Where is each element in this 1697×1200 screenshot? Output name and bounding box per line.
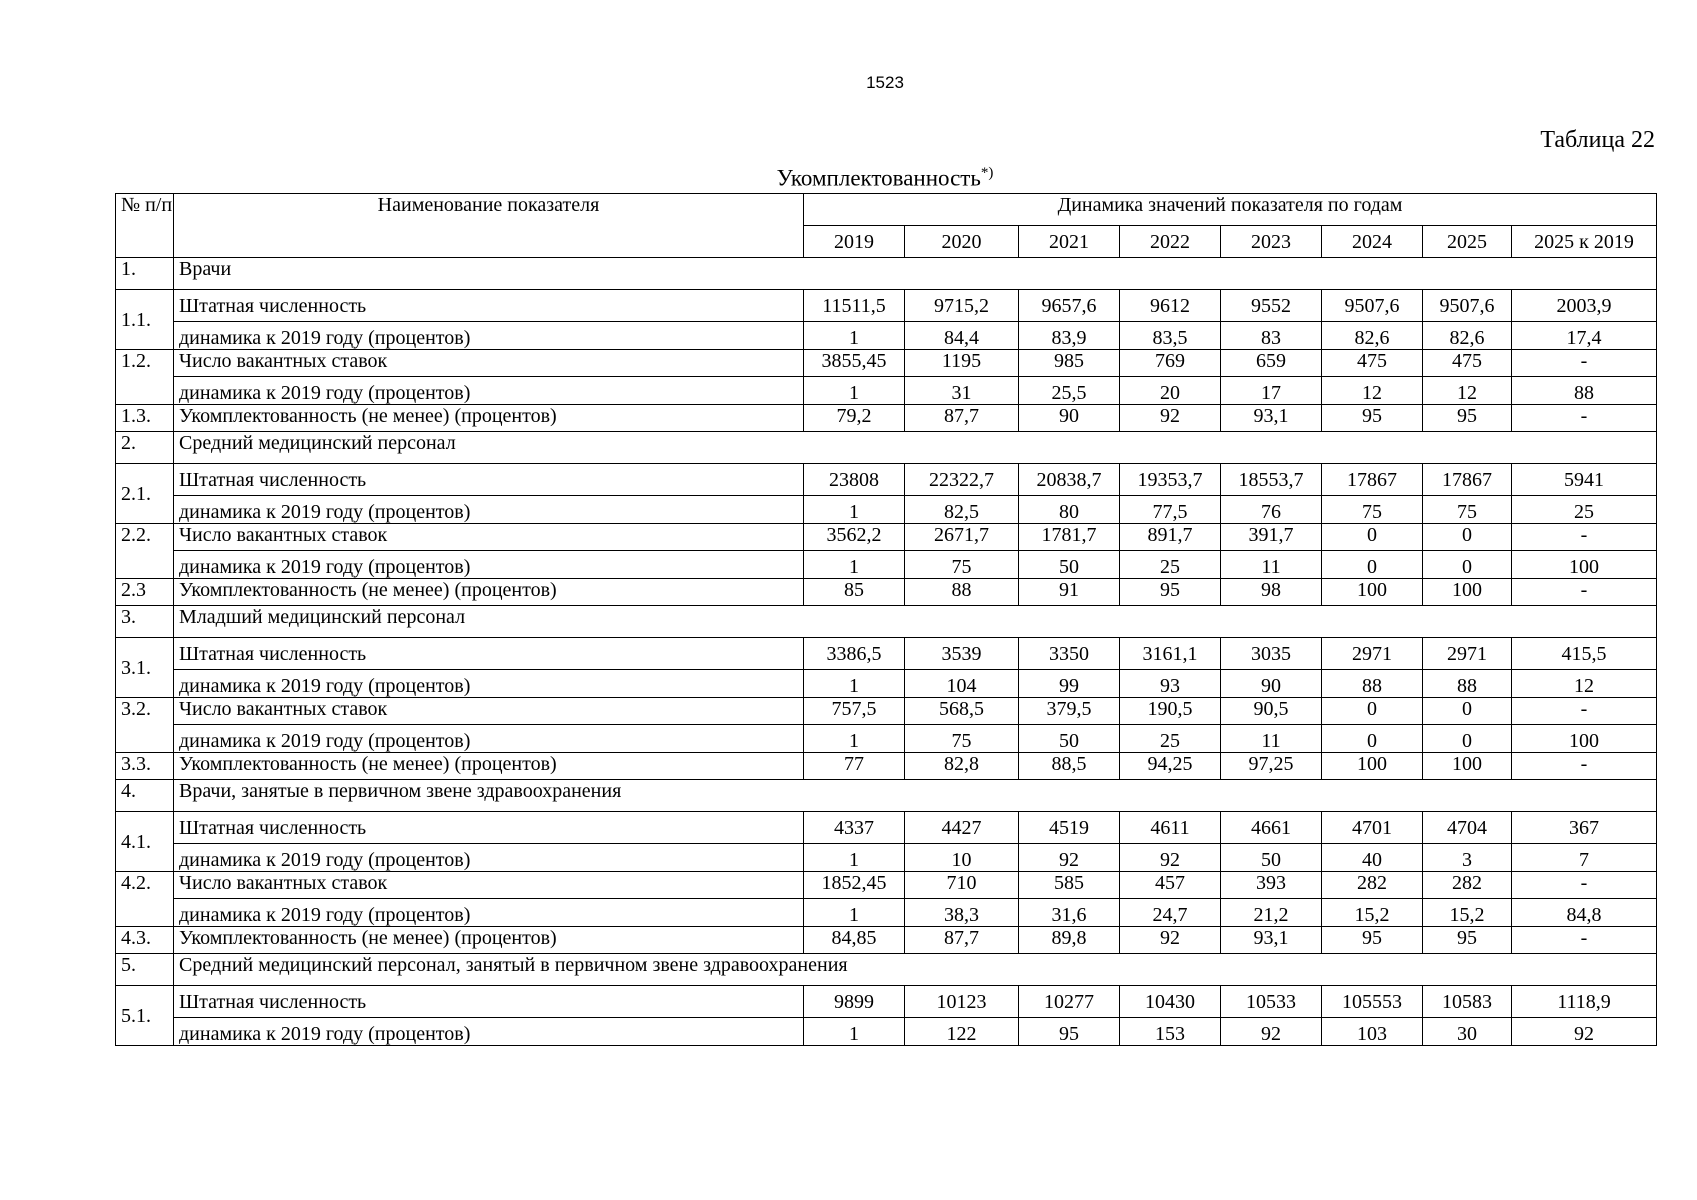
indicator-name: Штатная численность (174, 812, 804, 844)
value-cell: 3035 (1221, 638, 1322, 670)
value-cell: 100 (1423, 579, 1512, 606)
value-cell: 30 (1423, 1018, 1512, 1046)
value-cell: 76 (1221, 496, 1322, 524)
value-cell: - (1512, 927, 1657, 954)
value-cell: 105553 (1322, 986, 1423, 1018)
indicator-name: динамика к 2019 году (процентов) (174, 496, 804, 524)
value-cell: 93,1 (1221, 927, 1322, 954)
value-cell: 82,5 (905, 496, 1019, 524)
value-cell: 80 (1019, 496, 1120, 524)
table-row (116, 986, 1657, 1018)
section-number: 3. (116, 606, 174, 638)
header-dynamics: Динамика значений показателя по годам (804, 194, 1657, 226)
value-cell: 75 (905, 551, 1019, 579)
value-cell: 100 (1423, 753, 1512, 780)
value-cell: 77 (804, 753, 905, 780)
indicator-name: Укомплектованность (не менее) (процентов) (174, 579, 804, 606)
value-cell: 1118,9 (1512, 986, 1657, 1018)
value-cell: - (1512, 579, 1657, 606)
value-cell: 1 (804, 551, 905, 579)
value-cell: 83 (1221, 322, 1322, 350)
value-cell: 100 (1322, 753, 1423, 780)
row-number: 2.3 (116, 579, 174, 606)
value-cell: 31,6 (1019, 899, 1120, 927)
value-cell: 1 (804, 322, 905, 350)
header-year: 2025 (1423, 226, 1512, 258)
row-number: 3.3. (116, 753, 174, 780)
value-cell: 22322,7 (905, 464, 1019, 496)
value-cell: 88 (905, 579, 1019, 606)
value-cell: 3562,2 (804, 524, 905, 551)
value-cell: 4661 (1221, 812, 1322, 844)
page-number: 1523 (866, 73, 904, 92)
value-cell: 103 (1322, 1018, 1423, 1046)
value-cell: 100 (1512, 551, 1657, 579)
table-row (116, 725, 1657, 753)
header-name: Наименование показателя (174, 194, 804, 258)
indicator-name: Укомплектованность (не менее) (процентов) (174, 927, 804, 954)
value-cell: 100 (1322, 579, 1423, 606)
value-cell: 20838,7 (1019, 464, 1120, 496)
value-cell: 1852,45 (804, 872, 905, 899)
row-number: 3.1. (116, 638, 174, 698)
table-row (116, 872, 1657, 899)
value-cell: - (1512, 524, 1657, 551)
header-year: 2022 (1120, 226, 1221, 258)
value-cell: 90,5 (1221, 698, 1322, 725)
value-cell: 25 (1120, 551, 1221, 579)
value-cell: 12 (1423, 377, 1512, 405)
value-cell: 15,2 (1423, 899, 1512, 927)
value-cell: 0 (1322, 725, 1423, 753)
value-cell: 1 (804, 670, 905, 698)
indicator-name: Число вакантных ставок (174, 872, 804, 899)
value-cell: 10533 (1221, 986, 1322, 1018)
value-cell: 82,6 (1423, 322, 1512, 350)
value-cell: 87,7 (905, 405, 1019, 432)
value-cell: 1781,7 (1019, 524, 1120, 551)
table-row (116, 551, 1657, 579)
value-cell: 4427 (905, 812, 1019, 844)
section-row (116, 606, 1657, 638)
value-cell: 2971 (1322, 638, 1423, 670)
value-cell: 95 (1322, 405, 1423, 432)
value-cell: 9507,6 (1423, 290, 1512, 322)
value-cell: 25 (1120, 725, 1221, 753)
value-cell: 710 (905, 872, 1019, 899)
value-cell: 11511,5 (804, 290, 905, 322)
value-cell: 83,9 (1019, 322, 1120, 350)
indicator-name: Штатная численность (174, 464, 804, 496)
indicator-name: динамика к 2019 году (процентов) (174, 377, 804, 405)
header-year: 2020 (905, 226, 1019, 258)
value-cell: 475 (1322, 350, 1423, 377)
section-row (116, 954, 1657, 986)
value-cell: 90 (1221, 670, 1322, 698)
value-cell: 50 (1019, 725, 1120, 753)
table-row (116, 377, 1657, 405)
value-cell: 415,5 (1512, 638, 1657, 670)
value-cell: 95 (1423, 927, 1512, 954)
value-cell: 84,8 (1512, 899, 1657, 927)
indicator-name: динамика к 2019 году (процентов) (174, 322, 804, 350)
value-cell: 24,7 (1120, 899, 1221, 927)
value-cell: 31 (905, 377, 1019, 405)
table-row (116, 844, 1657, 872)
value-cell: 3855,45 (804, 350, 905, 377)
value-cell: 10277 (1019, 986, 1120, 1018)
value-cell: 0 (1423, 698, 1512, 725)
indicator-name: Число вакантных ставок (174, 698, 804, 725)
table-row (116, 464, 1657, 496)
value-cell: 93,1 (1221, 405, 1322, 432)
value-cell: 391,7 (1221, 524, 1322, 551)
value-cell: 2671,7 (905, 524, 1019, 551)
section-number: 2. (116, 432, 174, 464)
value-cell: 21,2 (1221, 899, 1322, 927)
section-title: Средний медицинский персонал (174, 432, 1657, 464)
value-cell: 82,6 (1322, 322, 1423, 350)
row-number: 4.2. (116, 872, 174, 927)
value-cell: 3350 (1019, 638, 1120, 670)
value-cell: 379,5 (1019, 698, 1120, 725)
value-cell: 87,7 (905, 927, 1019, 954)
value-cell: 3 (1423, 844, 1512, 872)
value-cell: 4611 (1120, 812, 1221, 844)
value-cell: 82,8 (905, 753, 1019, 780)
value-cell: 19353,7 (1120, 464, 1221, 496)
data-table (115, 193, 1657, 1046)
row-number: 2.1. (116, 464, 174, 524)
value-cell: 85 (804, 579, 905, 606)
value-cell: 89,8 (1019, 927, 1120, 954)
value-cell: 17867 (1322, 464, 1423, 496)
value-cell: 2003,9 (1512, 290, 1657, 322)
value-cell: 75 (905, 725, 1019, 753)
value-cell: 92 (1221, 1018, 1322, 1046)
value-cell: 84,4 (905, 322, 1019, 350)
header-year: 2021 (1019, 226, 1120, 258)
value-cell: 475 (1423, 350, 1512, 377)
value-cell: 84,85 (804, 927, 905, 954)
value-cell: 12 (1322, 377, 1423, 405)
value-cell: 97,25 (1221, 753, 1322, 780)
value-cell: - (1512, 350, 1657, 377)
value-cell: 10123 (905, 986, 1019, 1018)
value-cell: 3539 (905, 638, 1019, 670)
value-cell: 757,5 (804, 698, 905, 725)
section-number: 4. (116, 780, 174, 812)
value-cell: 153 (1120, 1018, 1221, 1046)
value-cell: 1 (804, 899, 905, 927)
value-cell: 93 (1120, 670, 1221, 698)
value-cell: 38,3 (905, 899, 1019, 927)
value-cell: 25,5 (1019, 377, 1120, 405)
value-cell: 98 (1221, 579, 1322, 606)
value-cell: 568,5 (905, 698, 1019, 725)
value-cell: 88 (1423, 670, 1512, 698)
value-cell: 17867 (1423, 464, 1512, 496)
value-cell: 77,5 (1120, 496, 1221, 524)
value-cell: 10430 (1120, 986, 1221, 1018)
value-cell: 0 (1423, 551, 1512, 579)
value-cell: 92 (1120, 405, 1221, 432)
header-year: 2019 (804, 226, 905, 258)
indicator-name: динамика к 2019 году (процентов) (174, 551, 804, 579)
value-cell: 985 (1019, 350, 1120, 377)
section-row (116, 258, 1657, 290)
value-cell: 88 (1322, 670, 1423, 698)
value-cell: 95 (1322, 927, 1423, 954)
value-cell: 457 (1120, 872, 1221, 899)
table-row (116, 290, 1657, 322)
value-cell: 15,2 (1322, 899, 1423, 927)
value-cell: 88,5 (1019, 753, 1120, 780)
value-cell: 9552 (1221, 290, 1322, 322)
table-row (116, 579, 1657, 606)
value-cell: 75 (1322, 496, 1423, 524)
value-cell: 1 (804, 844, 905, 872)
value-cell: 12 (1512, 670, 1657, 698)
section-title: Средний медицинский персонал, занятый в первичном звене здравоохранения (174, 954, 1657, 986)
value-cell: 5941 (1512, 464, 1657, 496)
value-cell: 393 (1221, 872, 1322, 899)
value-cell: 91 (1019, 579, 1120, 606)
footnote-mark: *) (980, 165, 994, 181)
table-row (116, 350, 1657, 377)
table-row (116, 322, 1657, 350)
indicator-name: Число вакантных ставок (174, 524, 804, 551)
table-row (116, 753, 1657, 780)
value-cell: 3386,5 (804, 638, 905, 670)
value-cell: 1 (804, 1018, 905, 1046)
value-cell: 7 (1512, 844, 1657, 872)
header-num: № п/п (116, 194, 174, 258)
section-title: Младший медицинский персонал (174, 606, 1657, 638)
indicator-name: Укомплектованность (не менее) (процентов) (174, 753, 804, 780)
value-cell: 10 (905, 844, 1019, 872)
value-cell: 20 (1120, 377, 1221, 405)
row-number: 1.2. (116, 350, 174, 405)
row-number: 1.1. (116, 290, 174, 350)
value-cell: 11 (1221, 551, 1322, 579)
indicator-name: динамика к 2019 году (процентов) (174, 844, 804, 872)
table-label: Таблица 22 (1540, 127, 1655, 153)
value-cell: 585 (1019, 872, 1120, 899)
indicator-name: Штатная численность (174, 986, 804, 1018)
value-cell: 17 (1221, 377, 1322, 405)
value-cell: 769 (1120, 350, 1221, 377)
value-cell: 1195 (905, 350, 1019, 377)
value-cell: 83,5 (1120, 322, 1221, 350)
value-cell: 0 (1322, 524, 1423, 551)
row-number: 5.1. (116, 986, 174, 1046)
indicator-name: Укомплектованность (не менее) (процентов) (174, 405, 804, 432)
value-cell: - (1512, 405, 1657, 432)
value-cell: 0 (1423, 725, 1512, 753)
table-row (116, 927, 1657, 954)
value-cell: 1 (804, 377, 905, 405)
value-cell: 4701 (1322, 812, 1423, 844)
value-cell: 4519 (1019, 812, 1120, 844)
value-cell: 4337 (804, 812, 905, 844)
row-number: 4.1. (116, 812, 174, 872)
indicator-name: динамика к 2019 году (процентов) (174, 725, 804, 753)
value-cell: 11 (1221, 725, 1322, 753)
section-title: Врачи, занятые в первичном звене здравоохранения (174, 780, 1657, 812)
value-cell: 190,5 (1120, 698, 1221, 725)
value-cell: 25 (1512, 496, 1657, 524)
value-cell: 88 (1512, 377, 1657, 405)
value-cell: 9899 (804, 986, 905, 1018)
section-row (116, 780, 1657, 812)
value-cell: 9507,6 (1322, 290, 1423, 322)
value-cell: 282 (1423, 872, 1512, 899)
value-cell: 94,25 (1120, 753, 1221, 780)
indicator-name: Штатная численность (174, 290, 804, 322)
table-row (116, 405, 1657, 432)
header-year: 2025 к 2019 (1512, 226, 1657, 258)
table-title (0, 160, 1697, 192)
indicator-name: динамика к 2019 году (процентов) (174, 899, 804, 927)
table-row (116, 638, 1657, 670)
table-row (116, 698, 1657, 725)
value-cell: 282 (1322, 872, 1423, 899)
value-cell: 92 (1512, 1018, 1657, 1046)
table-row (116, 524, 1657, 551)
value-cell: 18553,7 (1221, 464, 1322, 496)
value-cell: 3161,1 (1120, 638, 1221, 670)
header-year: 2024 (1322, 226, 1423, 258)
value-cell: - (1512, 698, 1657, 725)
value-cell: 1 (804, 496, 905, 524)
header-year: 2023 (1221, 226, 1322, 258)
value-cell: - (1512, 872, 1657, 899)
value-cell: 659 (1221, 350, 1322, 377)
table-row (116, 670, 1657, 698)
value-cell: 104 (905, 670, 1019, 698)
value-cell: 40 (1322, 844, 1423, 872)
value-cell: 95 (1423, 405, 1512, 432)
value-cell: 9612 (1120, 290, 1221, 322)
value-cell: 1 (804, 725, 905, 753)
value-cell: 95 (1120, 579, 1221, 606)
value-cell: 50 (1221, 844, 1322, 872)
value-cell: 122 (905, 1018, 1019, 1046)
value-cell: 367 (1512, 812, 1657, 844)
value-cell: 79,2 (804, 405, 905, 432)
value-cell: 75 (1423, 496, 1512, 524)
table-row (116, 1018, 1657, 1046)
table-row (116, 899, 1657, 927)
value-cell: 0 (1322, 551, 1423, 579)
value-cell: 891,7 (1120, 524, 1221, 551)
value-cell: 90 (1019, 405, 1120, 432)
row-number: 3.2. (116, 698, 174, 753)
value-cell: 2971 (1423, 638, 1512, 670)
table-row (116, 812, 1657, 844)
value-cell: 92 (1120, 844, 1221, 872)
value-cell: 9715,2 (905, 290, 1019, 322)
value-cell: 0 (1423, 524, 1512, 551)
section-title: Врачи (174, 258, 1657, 290)
value-cell: 92 (1120, 927, 1221, 954)
value-cell: 4704 (1423, 812, 1512, 844)
indicator-name: Штатная численность (174, 638, 804, 670)
value-cell: 17,4 (1512, 322, 1657, 350)
value-cell: 95 (1019, 1018, 1120, 1046)
value-cell: 100 (1512, 725, 1657, 753)
row-number: 1.3. (116, 405, 174, 432)
value-cell: 0 (1322, 698, 1423, 725)
row-number: 4.3. (116, 927, 174, 954)
indicator-name: динамика к 2019 году (процентов) (174, 670, 804, 698)
value-cell: 23808 (804, 464, 905, 496)
value-cell: 99 (1019, 670, 1120, 698)
value-cell: - (1512, 753, 1657, 780)
table-title-text: Укомплектованность (776, 165, 981, 191)
value-cell: 10583 (1423, 986, 1512, 1018)
section-number: 1. (116, 258, 174, 290)
section-row (116, 432, 1657, 464)
indicator-name: Число вакантных ставок (174, 350, 804, 377)
value-cell: 9657,6 (1019, 290, 1120, 322)
value-cell: 50 (1019, 551, 1120, 579)
table-row (116, 496, 1657, 524)
value-cell: 92 (1019, 844, 1120, 872)
section-number: 5. (116, 954, 174, 986)
indicator-name: динамика к 2019 году (процентов) (174, 1018, 804, 1046)
row-number: 2.2. (116, 524, 174, 579)
